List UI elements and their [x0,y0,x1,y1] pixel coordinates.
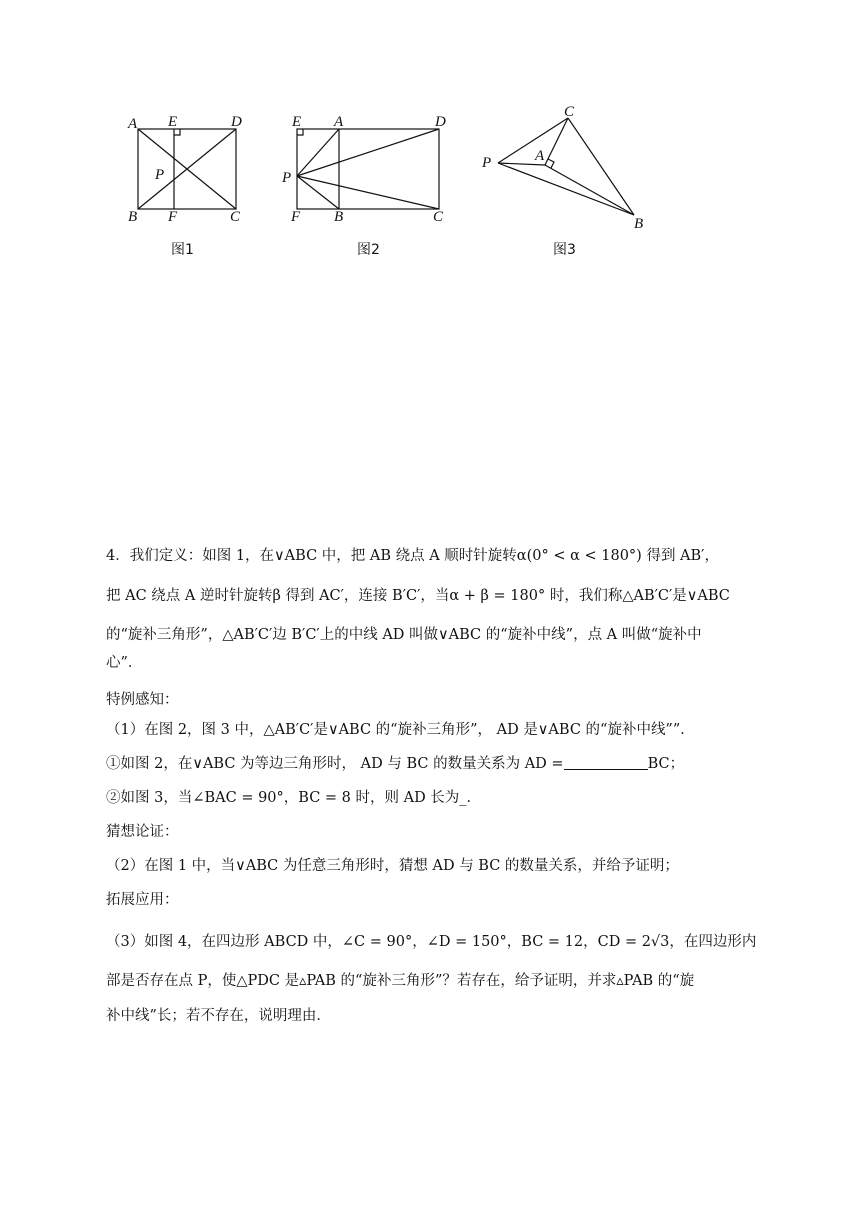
section-conjecture: 猜想论证： [106,824,179,840]
geometry-figures [118,104,678,264]
fig3-label-c: C [564,104,575,120]
question-1-part-b: ②如图 3，当∠BAC = 90°，BC = 8 时，则 AD 长为_． [106,790,482,806]
fig2-label-b: B [334,209,344,225]
section-extension: 拓展应用： [106,892,179,908]
fig3-label-a: A [535,148,545,164]
fig1-label-p: P [155,167,165,183]
problem-line-3: 的“旋补三角形”，△AB′C′边 B′C′上的中线 AD 叫做∨ABC 的“旋补中线”，点 A 叫做“旋补中 [106,627,702,643]
figures-row [118,104,678,264]
fig1-label-a: A [128,116,138,132]
question-3-line-1: （3）如图 4，在四边形 ABCD 中，∠C = 90°，∠D = 150°，BC = 12，CD = 2√3，在四边形内 [106,934,757,950]
fig1-label-e: E [168,114,178,130]
fig2-label-e: E [292,114,302,130]
problem-line-1: 4．我们定义：如图 1，在∨ABC 中，把 AB 绕点 A 顺时针旋转α(0° < α < 180°) 得到 AB′， [106,548,719,564]
fig3-line-cb [568,118,634,215]
fig2-label-c: C [433,209,444,225]
fig1-label-d: D [231,114,242,130]
question-3-line-2: 部是否存在点 P，使△PDC 是▵PAB 的“旋补三角形”？若存在，给予证明，并求▵PAB 的“旋 [106,973,695,989]
problem-line-2: 把 AC 绕点 A 逆时针旋转β 得到 AC′，连接 B′C′，当α + β = 180° 时，我们称△AB′C′是∨ABC [106,588,730,604]
fig2-label-d: D [435,114,446,130]
fig3-line-ab [545,165,634,215]
fig1-label-b: B [128,209,138,225]
caption-fig1: 图1 [171,242,194,258]
fig3-label-p: P [482,155,492,171]
answer-blank [564,755,648,770]
question-1-part-a [106,752,684,773]
question-1-part-a-text: ①如图 2，在∨ABC 为等边三角形时， AD 与 BC 的数量关系为 AD = [106,756,564,772]
section-special-case: 特例感知： [106,692,179,708]
problem-line-4: 心”． [106,655,143,671]
question-2: （2）在图 1 中，当∨ABC 为任意三角形时，猜想 AD 与 BC 的数量关系，并给予证明； [106,858,679,874]
fig1-label-c: C [230,209,241,225]
question-3-line-3: 补中线”长；若不存在，说明理由． [106,1008,331,1024]
question-1: （1）在图 2，图 3 中，△AB′C′是∨ABC 的“旋补三角形”， AD 是∨ABC 的“旋补中线””． [106,722,695,738]
fig2-label-f: F [291,209,301,225]
caption-fig2: 图2 [357,242,380,258]
fig3-label-b: B [634,216,644,232]
caption-fig3: 图3 [553,242,576,258]
fig2-label-p: P [282,170,292,186]
fig2-label-a: A [334,114,344,130]
fig1-label-f: F [168,209,178,225]
fig3-line-pb [498,163,634,215]
question-1-part-a-tail: BC； [647,756,685,772]
